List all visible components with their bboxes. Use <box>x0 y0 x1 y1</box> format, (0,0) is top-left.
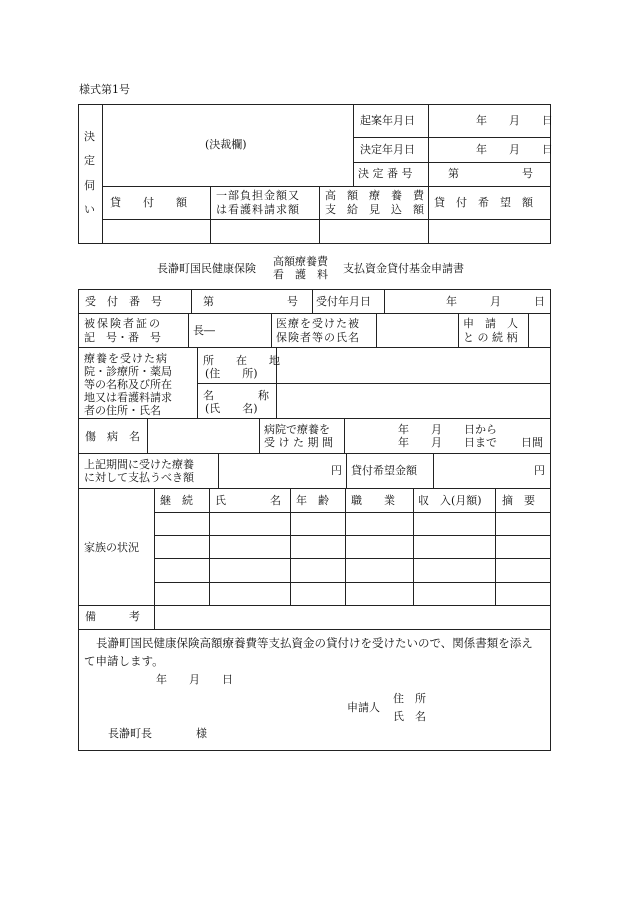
title-right: 支払資金貸付基金申請書 <box>343 262 464 275</box>
statement-line-1: 長瀞町国民健康保険高額療養費等支払資金の貸付けを受けたいので、関係書類を添え <box>96 636 533 650</box>
decision-side-label-4: い <box>84 203 95 216</box>
hospital-label-2: 院・診療所・薬局 <box>84 365 172 378</box>
desired-loan-header: 貸 付 希 望 額 <box>434 196 533 209</box>
title-middle-2: 看 護 料 <box>273 268 328 281</box>
insured-card-label-2: 記 号・番 号 <box>84 331 161 344</box>
disease-label: 傷 病 名 <box>85 430 140 443</box>
family-header-income: 収 入(月額) <box>418 494 482 507</box>
draft-date-value: 年 月 日 <box>476 114 553 127</box>
high-cost-header-2: 支 給 見 込 額 <box>325 203 424 216</box>
title-left: 長瀞町国民健康保険 <box>157 262 256 275</box>
patient-name-label-2: 保険者等の氏名 <box>276 331 360 344</box>
partial-burden-header-1: 一部負担金額又 <box>216 189 300 202</box>
reception-number-dai: 第 <box>203 295 214 308</box>
period-from: 年 月 日から <box>398 423 497 436</box>
hospital-label-5: 者の住所・氏名 <box>84 404 161 417</box>
title-middle-1: 高額療養費 <box>273 255 328 268</box>
decision-side-label-1: 決 <box>84 130 95 143</box>
application-date: 年 月 日 <box>156 673 233 686</box>
form-number: 様式第1号 <box>79 83 130 96</box>
insured-card-value: 長― <box>193 324 215 337</box>
family-header-relation: 継 続 <box>160 494 193 507</box>
name-sublabel: (氏 名) <box>205 402 258 415</box>
payable-yen: 円 <box>331 464 342 477</box>
decision-side-label-2: 定 <box>84 154 95 167</box>
decision-column-label: (決裁欄) <box>205 138 247 151</box>
family-status-label: 家族の状況 <box>84 541 139 554</box>
name-label: 名 称 <box>203 389 269 402</box>
decision-side-label-3: 伺 <box>84 179 95 192</box>
applicant-name-label: 氏 名 <box>393 710 426 723</box>
desired-loan-yen: 円 <box>534 464 545 477</box>
family-header-notes: 摘 要 <box>502 494 535 507</box>
partial-burden-header-2: は看護料請求額 <box>216 203 300 216</box>
payable-amount-label-2: に対して支払うべき額 <box>84 471 194 484</box>
payable-amount-label-1: 上記期間に受けた療養 <box>84 458 194 471</box>
hospital-label-3: 等の名称及び所在 <box>84 378 172 391</box>
reception-date-value: 年 月 日 <box>446 295 545 308</box>
family-header-occupation: 職 業 <box>351 494 395 507</box>
applicant-label: 申請人 <box>347 701 380 714</box>
reception-number-go: 号 <box>287 295 298 308</box>
patient-name-label-1: 医療を受けた被 <box>276 317 360 330</box>
addressee: 長瀞町長 様 <box>108 727 207 740</box>
loan-amount-header: 貸 付 額 <box>110 196 187 209</box>
draft-date-label: 起案年月日 <box>360 114 415 127</box>
relationship-label-2: と の 続 柄 <box>463 331 518 344</box>
period-days: 日間 <box>521 436 543 449</box>
decision-number-label: 決 定 番 号 <box>358 167 413 180</box>
address-sublabel: (住 所) <box>205 367 258 380</box>
family-header-name: 氏 名 <box>215 494 281 507</box>
decision-number-dai: 第 <box>448 167 459 180</box>
statement-line-2: て申請します。 <box>84 654 164 668</box>
insured-card-label-1: 被保険者証の <box>84 317 162 330</box>
reception-date-label: 受付年月日 <box>316 295 371 308</box>
decision-date-value: 年 月 日 <box>476 143 553 156</box>
applicant-address-label: 住 所 <box>393 692 426 705</box>
treatment-period-label-1: 病院で療養を <box>264 423 330 436</box>
reception-number-label: 受 付 番 号 <box>85 295 162 308</box>
family-header-age: 年 齢 <box>296 494 329 507</box>
remarks-label: 備 考 <box>85 610 140 623</box>
treatment-period-label-2: 受 け た 期 間 <box>264 436 333 449</box>
high-cost-header-1: 高 額 療 養 費 <box>325 189 424 202</box>
relationship-label-1: 申 請 人 <box>463 317 518 330</box>
address-label: 所 在 地 <box>203 354 280 367</box>
decision-number-go: 号 <box>522 167 533 180</box>
hospital-label-4: 地又は看護料請求 <box>84 391 172 404</box>
decision-date-label: 決定年月日 <box>360 143 415 156</box>
desired-loan-amount-label: 貸付希望金額 <box>351 464 417 477</box>
hospital-label-1: 療養を受けた病 <box>84 352 168 365</box>
period-to: 年 月 日まで <box>398 436 497 449</box>
